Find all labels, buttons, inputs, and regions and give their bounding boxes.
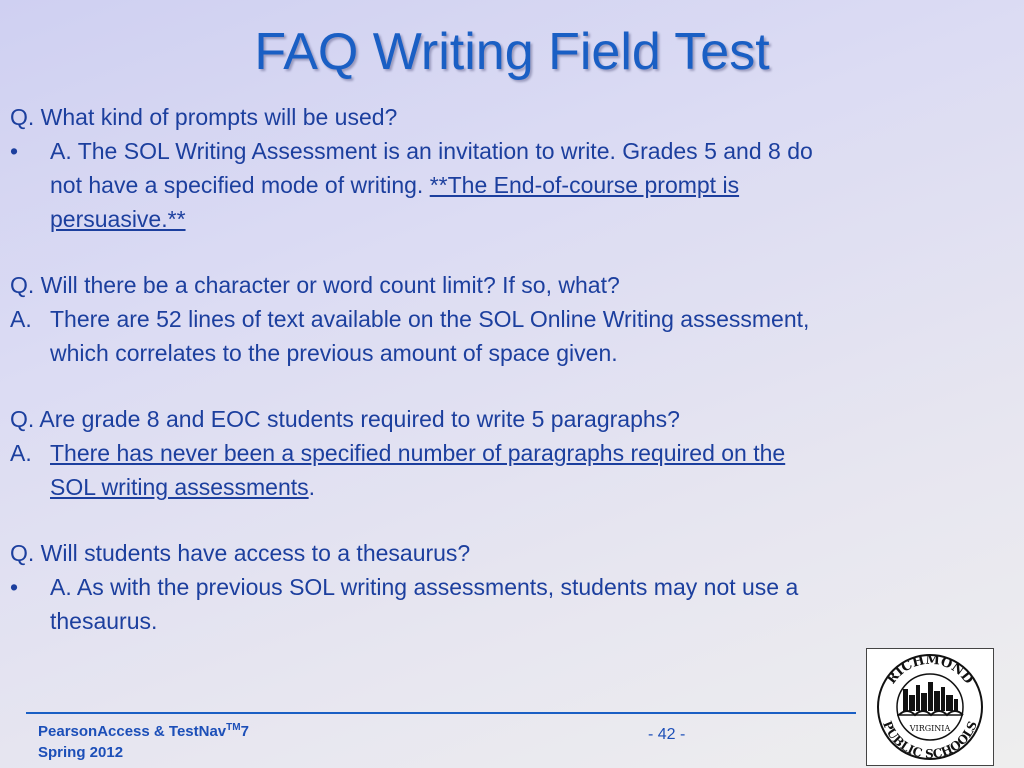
answer-line: which correlates to the previous amount of space given. [50,340,618,366]
richmond-public-schools-logo [866,648,994,766]
page-number: - 42 - [648,726,686,743]
footer-divider [26,712,856,714]
answer-emphasis: SOL writing assessments [50,474,309,500]
svg-text:RICHMOND [884,653,976,687]
answer-emphasis: **The End-of-course prompt is [429,172,740,198]
answer-line [50,202,1014,236]
logo-graphic [867,649,993,765]
answer-emphasis: There has never been a specified number of paragraphs required on the [50,440,786,466]
question-text: Are grade 8 and EOC students required to write 5 paragraphs? [39,406,680,432]
answer-1 [10,134,1014,236]
question-marker: Q. [10,540,35,566]
answer-text: not have a specified mode of writing. [50,172,430,198]
answer-2 [10,302,1014,370]
answer-line: There are 52 lines of text available on the SOL Online Writing assessment, [50,306,810,332]
trademark-mark: TM [226,722,241,733]
question-text: Will there be a character or word count limit? If so, what? [40,272,620,298]
bullet-marker: • [10,574,19,600]
footer-version: 7 [240,723,249,740]
footer-product-name: PearsonAccess & TestNav [38,723,227,740]
footer-product [38,717,249,742]
answer-line [50,470,1014,504]
footer-info [38,717,249,763]
answer-line: A. As with the previous SOL writing assessments, students may not use a [50,574,799,600]
logo-bottom-text: PUBLIC SCHOOLS [880,719,980,762]
logo-middle-text: VIRGINIA [909,724,951,733]
bullet-marker: • [10,138,19,164]
answer-marker: A. [10,306,32,332]
answer-marker: A. [10,440,32,466]
answer-3 [10,436,1014,504]
answer-4 [10,570,1014,638]
question-1 [10,100,1014,134]
slide-title: FAQ Writing Field Test [254,23,770,81]
answer-line [50,168,1014,202]
question-3 [10,402,1014,436]
question-marker: Q. [10,406,35,432]
footer-term: Spring 2012 [38,744,124,761]
answer-text: . [308,474,316,500]
faq-content [10,100,1014,638]
answer-emphasis: persuasive.** [50,206,186,232]
answer-line: A. The SOL Writing Assessment is an invitation to write. Grades 5 and 8 do [50,138,813,164]
logo-top-text: RICHMOND [884,652,976,688]
question-marker: Q. [10,272,35,298]
question-text: Will students have access to a thesaurus? [40,540,471,566]
question-text: What kind of prompts will be used? [40,104,398,130]
answer-line: thesaurus. [50,608,158,634]
question-2 [10,268,1014,302]
question-marker: Q. [10,104,35,130]
question-4 [10,536,1014,570]
